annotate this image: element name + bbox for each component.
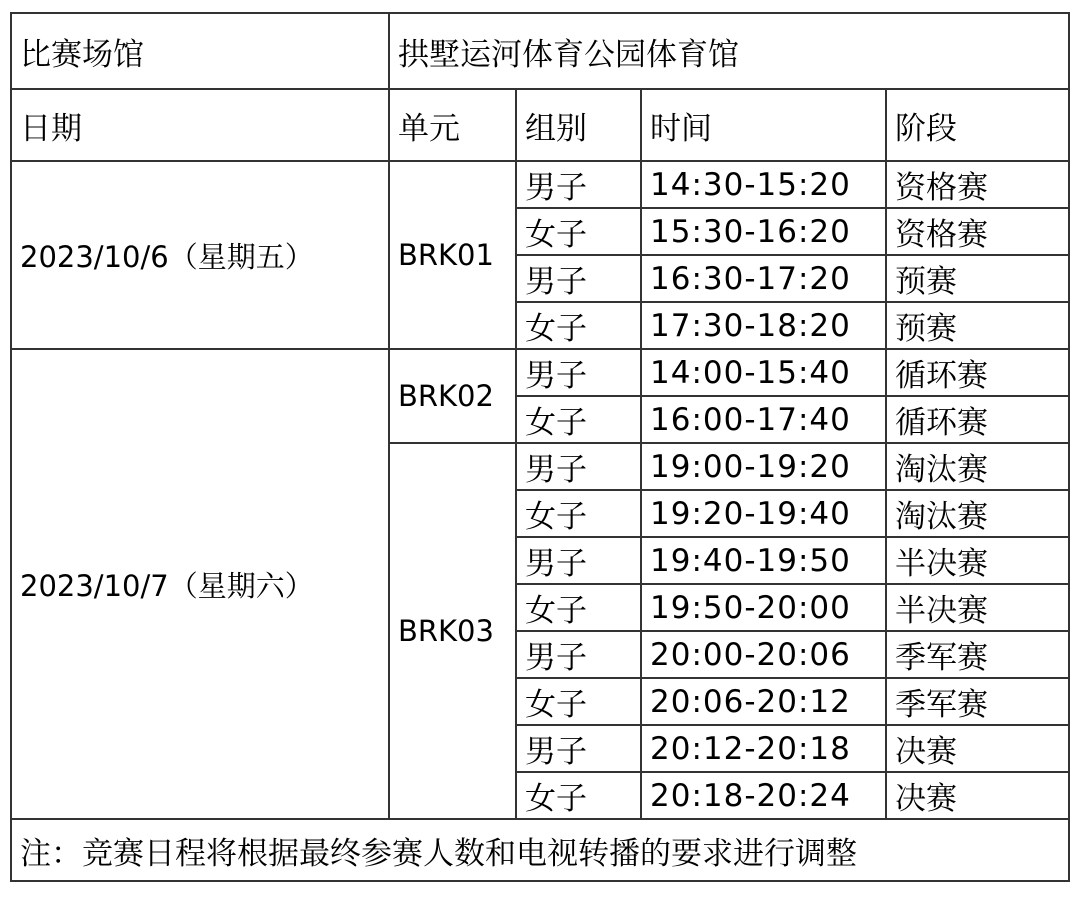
stage-cell: 循环赛 <box>886 396 1069 443</box>
stage-cell: 预赛 <box>886 302 1069 349</box>
time-cell: 19:20-19:40 <box>641 490 886 537</box>
table-row <box>11 161 1069 208</box>
time-cell: 16:00-17:40 <box>641 396 886 443</box>
group-cell: 女子 <box>516 490 641 537</box>
stage-cell: 淘汰赛 <box>886 443 1069 490</box>
unit-cell: BRK01 <box>389 161 516 349</box>
group-cell: 男子 <box>516 725 641 772</box>
group-cell: 男子 <box>516 443 641 490</box>
header-stage: 阶段 <box>886 89 1069 161</box>
stage-cell: 季军赛 <box>886 631 1069 678</box>
group-cell: 女子 <box>516 584 641 631</box>
group-cell: 男子 <box>516 349 641 396</box>
stage-cell: 半决赛 <box>886 584 1069 631</box>
time-cell: 20:12-20:18 <box>641 725 886 772</box>
stage-cell: 决赛 <box>886 772 1069 819</box>
group-cell: 女子 <box>516 678 641 725</box>
group-cell: 男子 <box>516 537 641 584</box>
group-cell: 男子 <box>516 631 641 678</box>
time-cell: 15:30-16:20 <box>641 208 886 255</box>
venue-label: 比赛场馆 <box>11 13 389 89</box>
time-cell: 16:30-17:20 <box>641 255 886 302</box>
time-cell: 14:00-15:40 <box>641 349 886 396</box>
group-cell: 男子 <box>516 161 641 208</box>
time-cell: 14:30-15:20 <box>641 161 886 208</box>
header-unit: 单元 <box>389 89 516 161</box>
stage-cell: 循环赛 <box>886 349 1069 396</box>
stage-cell: 预赛 <box>886 255 1069 302</box>
stage-cell: 资格赛 <box>886 208 1069 255</box>
unit-cell: BRK02 <box>389 349 516 443</box>
time-cell: 19:40-19:50 <box>641 537 886 584</box>
header-date: 日期 <box>11 89 389 161</box>
time-cell: 20:00-20:06 <box>641 631 886 678</box>
time-cell: 17:30-18:20 <box>641 302 886 349</box>
unit-cell: BRK03 <box>389 443 516 819</box>
note-text: 注：竞赛日程将根据最终参赛人数和电视转播的要求进行调整 <box>11 819 1069 881</box>
group-cell: 女子 <box>516 208 641 255</box>
header-row <box>11 89 1069 161</box>
venue-name: 拱墅运河体育公园体育馆 <box>389 13 1069 89</box>
note-row <box>11 819 1069 881</box>
time-cell: 20:06-20:12 <box>641 678 886 725</box>
stage-cell: 季军赛 <box>886 678 1069 725</box>
schedule-table <box>10 12 1070 882</box>
group-cell: 女子 <box>516 396 641 443</box>
stage-cell: 资格赛 <box>886 161 1069 208</box>
stage-cell: 淘汰赛 <box>886 490 1069 537</box>
group-cell: 男子 <box>516 255 641 302</box>
time-cell: 20:18-20:24 <box>641 772 886 819</box>
date-cell: 2023/10/6（星期五） <box>11 161 389 349</box>
date-cell: 2023/10/7（星期六） <box>11 349 389 819</box>
header-time: 时间 <box>641 89 886 161</box>
stage-cell: 决赛 <box>886 725 1069 772</box>
stage-cell: 半决赛 <box>886 537 1069 584</box>
schedule-body <box>11 13 1069 881</box>
time-cell: 19:00-19:20 <box>641 443 886 490</box>
time-cell: 19:50-20:00 <box>641 584 886 631</box>
header-group: 组别 <box>516 89 641 161</box>
group-cell: 女子 <box>516 302 641 349</box>
venue-row <box>11 13 1069 89</box>
group-cell: 女子 <box>516 772 641 819</box>
table-row <box>11 349 1069 396</box>
